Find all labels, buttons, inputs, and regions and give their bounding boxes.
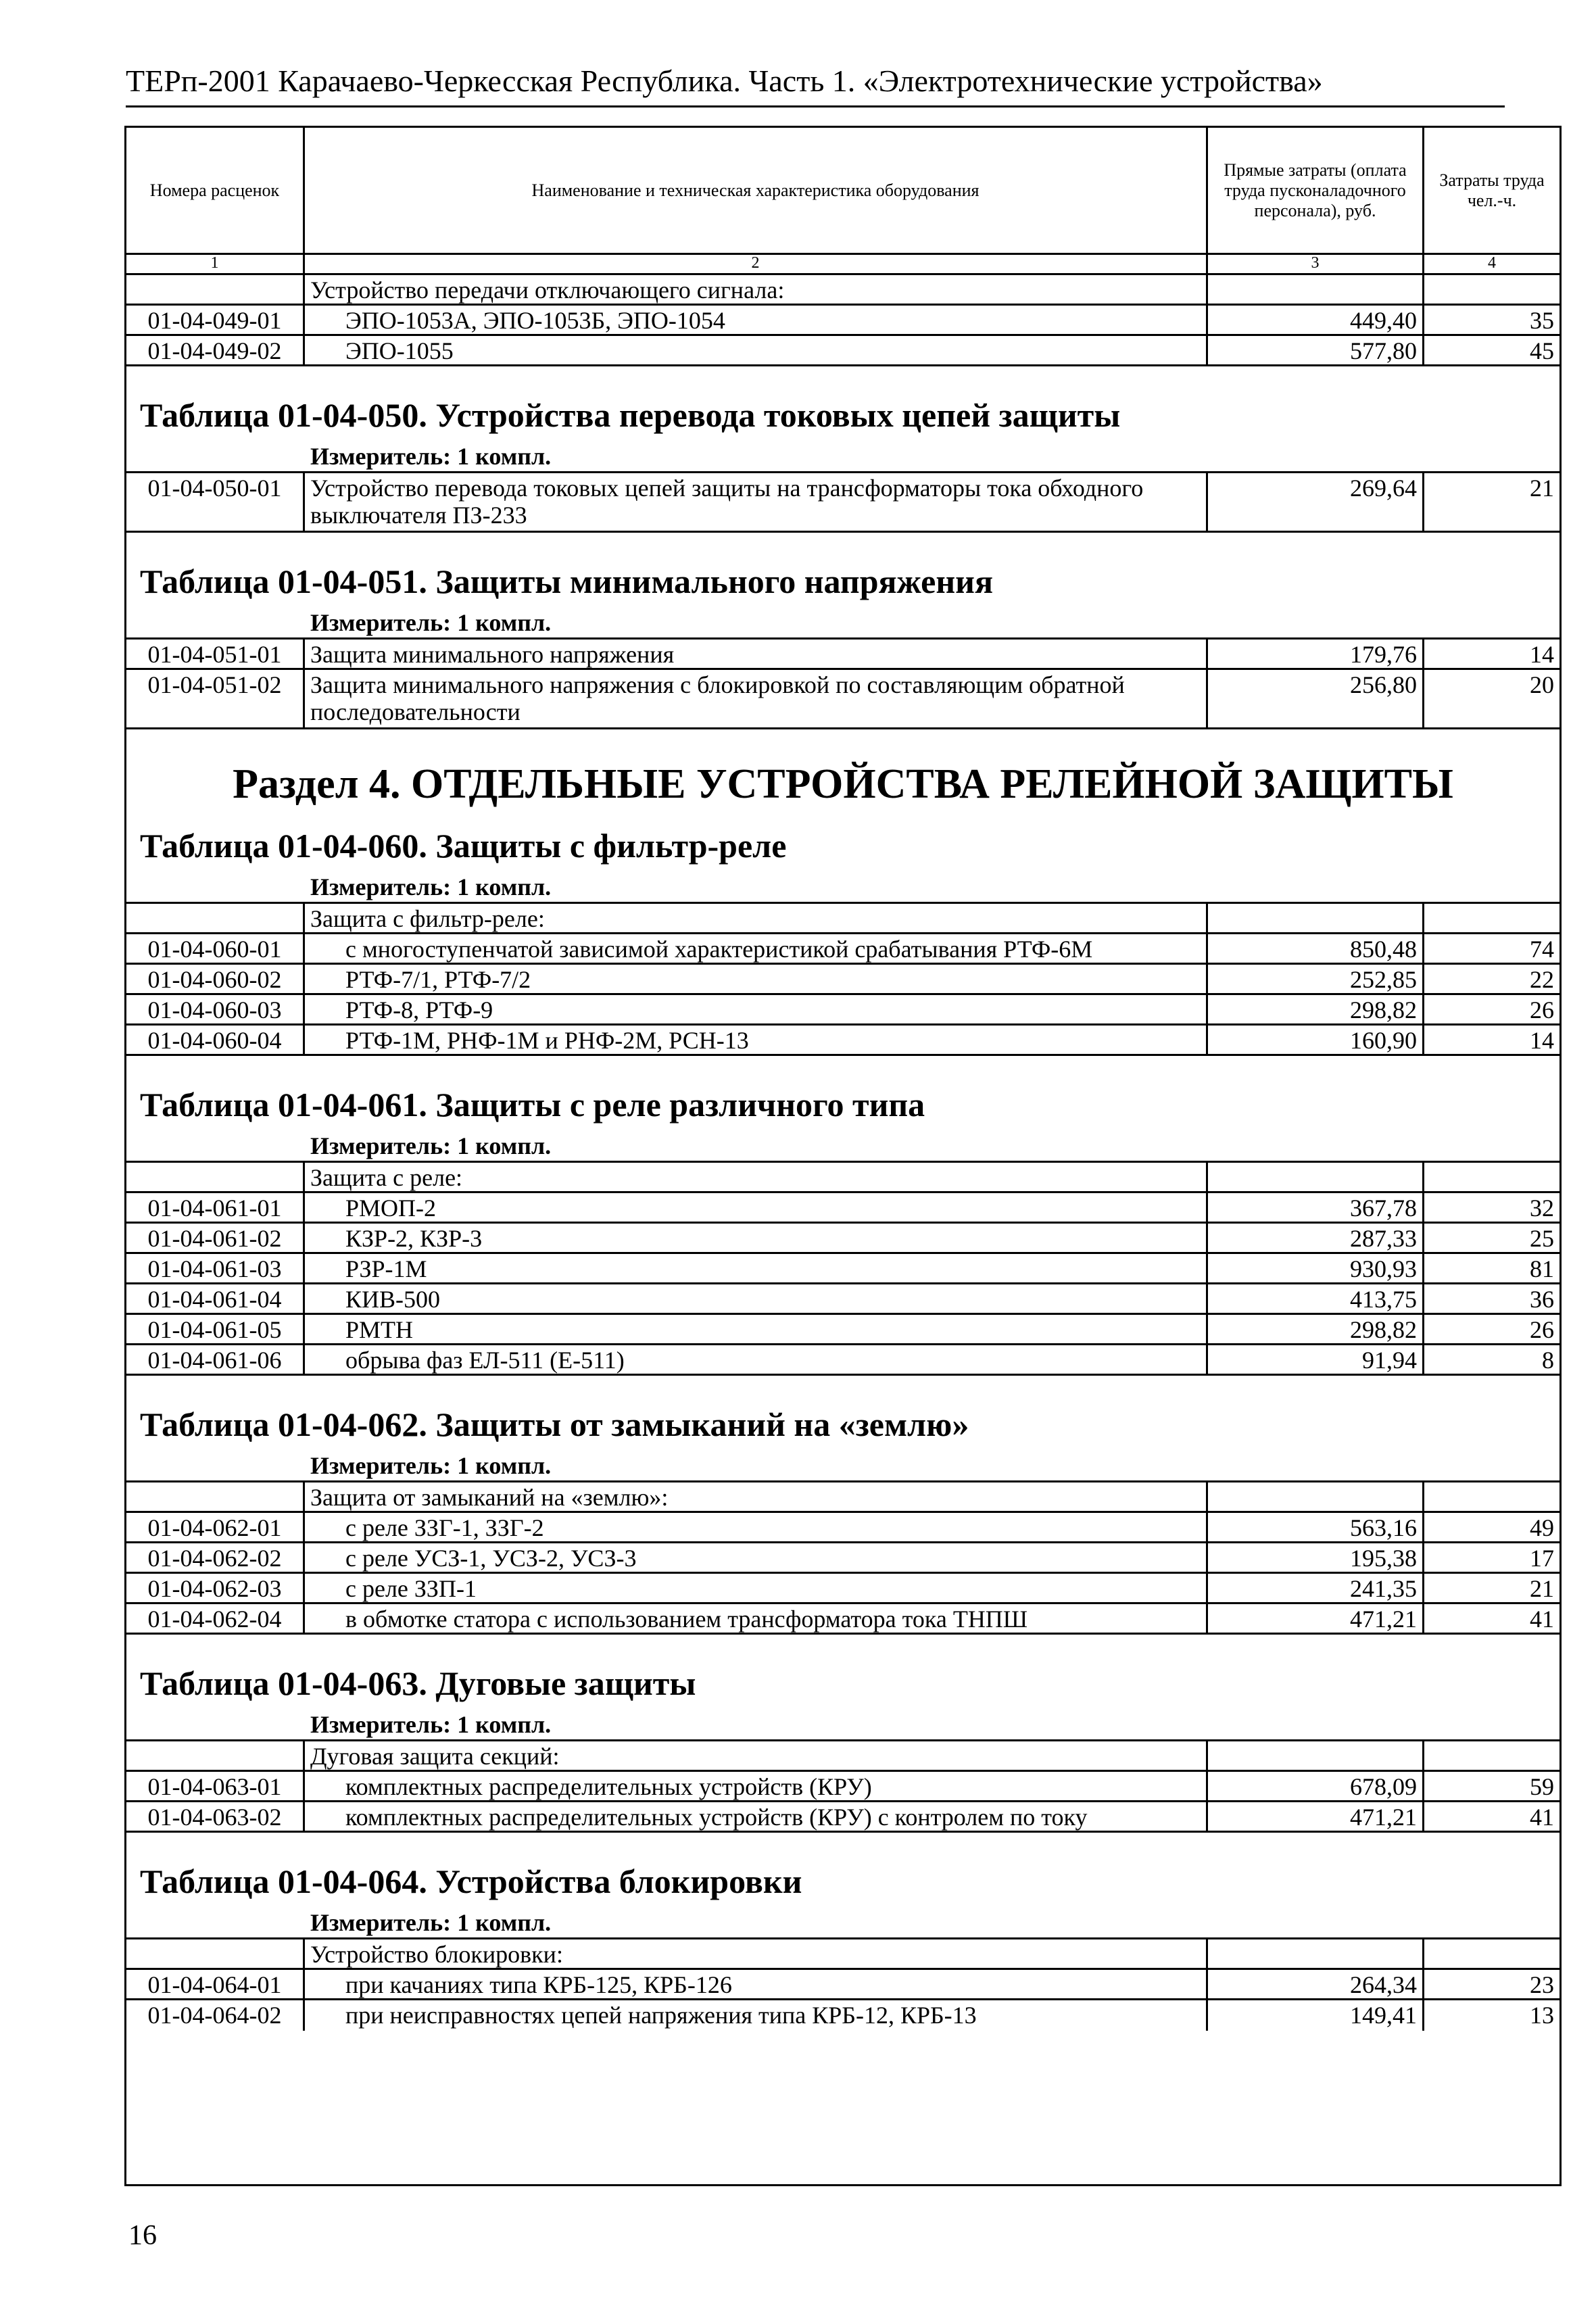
- table-row: [126, 640, 1559, 670]
- rate-cost: 252,85: [1208, 965, 1424, 993]
- table-subhead: Устройство передачи отключающего сигнала:: [305, 275, 1208, 304]
- table-subhead: Защита с фильтр-реле:: [305, 904, 1208, 932]
- rate-name: РТФ-1М, РНФ-1М и РНФ-2М, РСН-13: [305, 1026, 1208, 1054]
- rate-labor: 26: [1530, 996, 1554, 1023]
- rate-name: РТФ-7/1, РТФ-7/2: [305, 965, 1208, 993]
- rate-labor: 41: [1530, 1804, 1554, 1831]
- column-number-3: 3: [1208, 255, 1424, 273]
- rate-code: 01-04-060-01: [126, 934, 305, 963]
- rate-labor: 22: [1530, 966, 1554, 993]
- rate-cost: 563,16: [1208, 1513, 1424, 1541]
- rate-code: 01-04-064-01: [126, 1970, 305, 1998]
- table-row: [126, 1772, 1559, 1802]
- column-number-4: 4: [1488, 254, 1496, 272]
- table-subhead-row: [126, 275, 1559, 306]
- table-row: [126, 1224, 1559, 1254]
- rate-name: в обмотке статора с использованием трансформатора тока ТНПШ: [305, 1604, 1208, 1633]
- rate-cost: 678,09: [1208, 1772, 1424, 1800]
- table-measure: Измеритель: 1 компл.: [126, 1908, 1559, 1939]
- rate-labor: 74: [1530, 936, 1554, 963]
- column-header-code: Номера расценок: [126, 128, 305, 253]
- rate-cost: 298,82: [1208, 995, 1424, 1023]
- table-subhead: Защита с реле:: [305, 1163, 1208, 1191]
- rate-cost: 367,78: [1208, 1193, 1424, 1222]
- column-header-name: Наименование и техническая характеристика оборудования: [305, 128, 1208, 253]
- rate-code: 01-04-062-02: [126, 1543, 305, 1572]
- rate-cost: 930,93: [1208, 1254, 1424, 1282]
- rate-name: при неисправностях цепей напряжения типа КРБ-12, КРБ-13: [305, 2000, 1208, 2031]
- rate-cost: 471,21: [1208, 1802, 1424, 1831]
- rate-cost: 160,90: [1208, 1026, 1424, 1054]
- table-row: [126, 306, 1559, 336]
- rate-code: 01-04-051-01: [126, 640, 305, 668]
- table-subhead-row: [126, 904, 1559, 934]
- table-row: [126, 1254, 1559, 1284]
- table-row: [126, 1345, 1559, 1376]
- rate-labor: 14: [1530, 641, 1554, 668]
- rate-labor: 21: [1530, 475, 1554, 502]
- rate-cost: 256,80: [1208, 670, 1424, 727]
- table-row: [126, 1513, 1559, 1543]
- rate-labor: 14: [1530, 1027, 1554, 1054]
- rate-name: ЭПО-1055: [305, 336, 1208, 364]
- rate-labor: 41: [1530, 1606, 1554, 1633]
- running-header: ТЕРп-2001 Карачаево-Черкесская Республика. Часть 1. «Электротехнические устройства»: [126, 62, 1505, 107]
- rate-code: 01-04-063-01: [126, 1772, 305, 1800]
- rate-labor: 21: [1530, 1575, 1554, 1602]
- rate-labor: 35: [1530, 307, 1554, 334]
- rate-labor: 23: [1530, 1971, 1554, 1998]
- rate-name: КИВ-500: [305, 1284, 1208, 1313]
- rate-code: 01-04-061-03: [126, 1254, 305, 1282]
- rate-name: Устройство перевода токовых цепей защиты на трансформаторы тока обходного выключателя ПЗ-233: [305, 473, 1208, 531]
- table-row: [126, 2000, 1559, 2031]
- rate-name: КЗР-2, КЗР-3: [305, 1224, 1208, 1252]
- table-title: Таблица 01-04-060. Защиты с фильтр-реле: [140, 827, 787, 865]
- rate-name: РЗР-1М: [305, 1254, 1208, 1282]
- table-measure: Измеритель: 1 компл.: [126, 1451, 1559, 1482]
- table-title: Таблица 01-04-062. Защиты от замыканий на «землю»: [140, 1405, 969, 1443]
- table-title: Таблица 01-04-061. Защиты с реле различного типа: [140, 1086, 925, 1124]
- table-row: [126, 1574, 1559, 1604]
- rate-cost: 179,76: [1208, 640, 1424, 668]
- rate-labor: 25: [1530, 1225, 1554, 1252]
- rate-name: РМТН: [305, 1315, 1208, 1343]
- rate-cost: 149,41: [1208, 2000, 1424, 2031]
- rate-name: с реле ЗЗГ-1, ЗЗГ-2: [305, 1513, 1208, 1541]
- rate-cost: 264,34: [1208, 1970, 1424, 1998]
- rate-labor: 8: [1542, 1347, 1554, 1374]
- rate-name: комплектных распределительных устройств (КРУ) с контролем по току: [305, 1802, 1208, 1831]
- rate-name: РМОП-2: [305, 1193, 1208, 1222]
- rate-code: 01-04-049-01: [126, 306, 305, 334]
- rate-code: 01-04-060-02: [126, 965, 305, 993]
- rate-code: 01-04-063-02: [126, 1802, 305, 1831]
- rate-name: с реле ЗЗП-1: [305, 1574, 1208, 1602]
- table-title: Таблица 01-04-051. Защиты минимального напряжения: [140, 562, 994, 600]
- table-row: [126, 670, 1559, 729]
- rate-name: комплектных распределительных устройств (КРУ): [305, 1772, 1208, 1800]
- table-row: [126, 934, 1559, 965]
- rate-cost: 298,82: [1208, 1315, 1424, 1343]
- table-title: Таблица 01-04-063. Дуговые защиты: [140, 1664, 696, 1702]
- column-number-2: 2: [305, 255, 1208, 273]
- table-subhead: Устройство блокировки:: [305, 1939, 1208, 1968]
- table-title: Таблица 01-04-064. Устройства блокировки: [140, 1862, 802, 1900]
- rate-labor: 26: [1530, 1316, 1554, 1343]
- table-subhead-row: [126, 1163, 1559, 1193]
- rate-name: обрыва фаз ЕЛ-511 (Е-511): [305, 1345, 1208, 1374]
- table-measure: Измеритель: 1 компл.: [126, 1132, 1559, 1163]
- rate-labor: 13: [1530, 2002, 1554, 2029]
- table-row: [126, 1315, 1559, 1345]
- table-row: [126, 336, 1559, 366]
- rate-cost: 471,21: [1208, 1604, 1424, 1633]
- rate-code: 01-04-051-02: [126, 670, 305, 727]
- table-row: [126, 1543, 1559, 1574]
- rate-labor: 81: [1530, 1255, 1554, 1282]
- rate-labor: 36: [1530, 1286, 1554, 1313]
- rate-name: с реле УСЗ-1, УСЗ-2, УСЗ-3: [305, 1543, 1208, 1572]
- table-title: Таблица 01-04-050. Устройства перевода токовых цепей защиты: [140, 396, 1121, 434]
- table-measure: Измеритель: 1 компл.: [126, 1710, 1559, 1741]
- rate-cost: 449,40: [1208, 306, 1424, 334]
- column-number-1: 1: [126, 255, 305, 273]
- rate-code: 01-04-061-06: [126, 1345, 305, 1374]
- rate-name: Защита минимального напряжения: [305, 640, 1208, 668]
- rate-cost: 269,64: [1208, 473, 1424, 531]
- rate-name: РТФ-8, РТФ-9: [305, 995, 1208, 1023]
- rate-name: с многоступенчатой зависимой характеристикой срабатывания РТФ-6М: [305, 934, 1208, 963]
- table-row: [126, 1970, 1559, 2000]
- rate-code: 01-04-049-02: [126, 336, 305, 364]
- rate-cost: 413,75: [1208, 1284, 1424, 1313]
- column-header-labor: Затраты труда чел.-ч.: [1439, 170, 1545, 210]
- rate-code: 01-04-050-01: [126, 473, 305, 531]
- rate-labor: 49: [1530, 1514, 1554, 1541]
- table-measure: Измеритель: 1 компл.: [126, 442, 1559, 473]
- rate-labor: 20: [1530, 671, 1554, 698]
- table-row: [126, 995, 1559, 1026]
- rate-name: при качаниях типа КРБ-125, КРБ-126: [305, 1970, 1208, 1998]
- section-title: Раздел 4. ОТДЕЛЬНЫЕ УСТРОЙСТВА РЕЛЕЙНОЙ ЗАЩИТЫ: [233, 761, 1453, 807]
- table-subhead-row: [126, 1482, 1559, 1513]
- page-number: 16: [128, 2220, 157, 2251]
- table-subhead: Дуговая защита секций:: [305, 1741, 1208, 1770]
- table-measure: Измеритель: 1 компл.: [126, 873, 1559, 904]
- column-number-row: [126, 255, 1559, 275]
- rate-cost: 287,33: [1208, 1224, 1424, 1252]
- rate-code: 01-04-062-04: [126, 1604, 305, 1633]
- rate-code: 01-04-062-01: [126, 1513, 305, 1541]
- rate-labor: 45: [1530, 337, 1554, 364]
- table-row: [126, 473, 1559, 533]
- rate-name: ЭПО-1053А, ЭПО-1053Б, ЭПО-1054: [305, 306, 1208, 334]
- rate-code: 01-04-060-03: [126, 995, 305, 1023]
- rate-labor: 32: [1530, 1195, 1554, 1222]
- rate-labor: 17: [1530, 1545, 1554, 1572]
- table-subhead: Защита от замыканий на «землю»:: [305, 1482, 1208, 1511]
- rate-cost: 241,35: [1208, 1574, 1424, 1602]
- table-row: [126, 1026, 1559, 1056]
- document-table: [124, 126, 1562, 2186]
- rate-code: 01-04-062-03: [126, 1574, 305, 1602]
- rate-code: 01-04-061-01: [126, 1193, 305, 1222]
- rate-cost: 195,38: [1208, 1543, 1424, 1572]
- table-row: [126, 1604, 1559, 1635]
- rate-code: 01-04-061-05: [126, 1315, 305, 1343]
- column-header-row: [126, 128, 1559, 255]
- rate-cost: 577,80: [1208, 336, 1424, 364]
- table-row: [126, 1193, 1559, 1224]
- rate-code: 01-04-061-04: [126, 1284, 305, 1313]
- table-subhead-row: [126, 1741, 1559, 1772]
- table-row: [126, 965, 1559, 995]
- rate-cost: 91,94: [1208, 1345, 1424, 1374]
- rate-code: 01-04-060-04: [126, 1026, 305, 1054]
- rate-labor: 59: [1530, 1773, 1554, 1800]
- table-measure: Измеритель: 1 компл.: [126, 608, 1559, 640]
- rate-name: Защита минимального напряжения с блокировкой по составляющим обратной последовательности: [305, 670, 1208, 727]
- table-subhead-row: [126, 1939, 1559, 1970]
- table-row: [126, 1802, 1559, 1833]
- rate-code: 01-04-064-02: [126, 2000, 305, 2031]
- column-header-cost: Прямые затраты (оплата труда пусконаладочного персонала), руб.: [1208, 128, 1424, 253]
- table-row: [126, 1284, 1559, 1315]
- rate-cost: 850,48: [1208, 934, 1424, 963]
- rate-code: 01-04-061-02: [126, 1224, 305, 1252]
